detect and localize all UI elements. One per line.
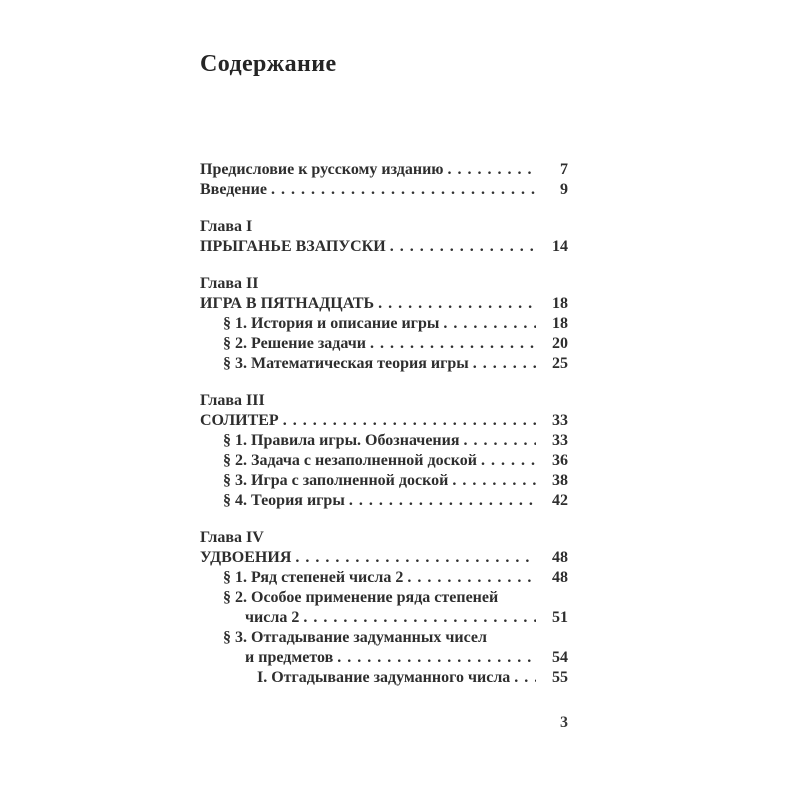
dot-leader <box>378 294 536 314</box>
entry-label: § 1. История и описание игры <box>223 315 440 332</box>
entry-label: ПРЫГАНЬЕ ВЗАПУСКИ <box>200 238 386 255</box>
chapter-label <box>200 217 568 237</box>
entry-page-number: 33 <box>552 412 568 429</box>
entry-page-number: 18 <box>552 295 568 312</box>
toc-entry <box>200 237 568 257</box>
entry-label: и предметов <box>245 649 334 666</box>
entry-label: § 2. Решение задачи <box>223 335 366 352</box>
toc-entry <box>200 180 568 200</box>
toc-content <box>200 50 568 732</box>
toc-entry <box>200 431 568 451</box>
entry-label: § 2. Особое применение ряда степеней <box>223 589 499 606</box>
entry-label: § 4. Теория игры <box>223 492 345 509</box>
chapter-label <box>200 274 568 294</box>
toc-entry <box>200 608 568 628</box>
entry-label: СОЛИТЕР <box>200 412 279 429</box>
entry-page-number: 20 <box>552 335 568 352</box>
page-number: 3 <box>560 714 568 731</box>
entry-label: § 1. Ряд степеней числа 2 <box>223 569 404 586</box>
entry-page-number: 9 <box>560 181 568 198</box>
entry-label: УДВОЕНИЯ <box>200 549 292 566</box>
toc-entry <box>200 471 568 491</box>
entry-page-number: 54 <box>552 649 568 666</box>
dot-leader <box>448 160 536 180</box>
entry-label: § 3. Отгадывание задуманных чисел <box>223 629 487 646</box>
entry-label: Введение <box>200 181 267 198</box>
toc-entry <box>200 648 568 668</box>
entry-label: § 2. Задача с незаполненной доской <box>223 452 477 469</box>
entry-label: Предисловие к русскому изданию <box>200 161 444 178</box>
entry-label: Глава I <box>200 218 253 235</box>
entry-label: I. Отгадывание задуманного числа <box>257 669 511 686</box>
toc-entry <box>200 628 568 648</box>
toc-list <box>200 160 568 688</box>
entry-label: § 1. Правила игры. Обозначения <box>223 432 460 449</box>
entry-label: Глава III <box>200 392 265 409</box>
entry-label: ИГРА В ПЯТНАДЦАТЬ <box>200 295 375 312</box>
toc-entry <box>200 588 568 608</box>
entry-label: Глава II <box>200 275 259 292</box>
dot-leader <box>407 568 536 588</box>
dot-leader <box>443 314 536 334</box>
entry-page-number: 51 <box>552 609 568 626</box>
entry-label: Глава IV <box>200 529 264 546</box>
entry-page-number: 7 <box>560 161 568 178</box>
toc-entry <box>200 294 568 314</box>
entry-page-number: 14 <box>552 238 568 255</box>
toc-entry <box>200 668 568 688</box>
dot-leader <box>464 431 536 451</box>
toc-entry <box>200 314 568 334</box>
entry-page-number: 48 <box>552 569 568 586</box>
toc-entry <box>200 334 568 354</box>
toc-entry <box>200 160 568 180</box>
dot-leader <box>295 548 536 568</box>
dot-leader <box>370 334 536 354</box>
dot-leader <box>303 608 536 628</box>
toc-entry <box>200 354 568 374</box>
toc-entry <box>200 411 568 431</box>
dot-leader <box>473 354 536 374</box>
toc-entry <box>200 568 568 588</box>
entry-label: числа 2 <box>245 609 300 626</box>
entry-page-number: 48 <box>552 549 568 566</box>
dot-leader <box>390 237 536 257</box>
dot-leader <box>452 471 536 491</box>
dot-leader <box>337 648 536 668</box>
toc-entry <box>200 548 568 568</box>
entry-label: § 3. Игра с заполненной доской <box>223 472 449 489</box>
entry-page-number: 55 <box>552 669 568 686</box>
dot-leader <box>271 180 536 200</box>
dot-leader <box>514 668 536 688</box>
toc-entry <box>200 491 568 511</box>
toc-entry <box>200 451 568 471</box>
entry-page-number: 33 <box>552 432 568 449</box>
dot-leader <box>481 451 536 471</box>
dot-leader <box>283 411 536 431</box>
entry-page-number: 18 <box>552 315 568 332</box>
chapter-label <box>200 528 568 548</box>
entry-page-number: 38 <box>552 472 568 489</box>
entry-page-number: 42 <box>552 492 568 509</box>
entry-page-number: 25 <box>552 355 568 372</box>
entry-label: § 3. Математическая теория игры <box>223 355 469 372</box>
dot-leader <box>349 491 536 511</box>
chapter-label <box>200 391 568 411</box>
page-title: Содержание <box>200 51 337 77</box>
entry-page-number: 36 <box>552 452 568 469</box>
